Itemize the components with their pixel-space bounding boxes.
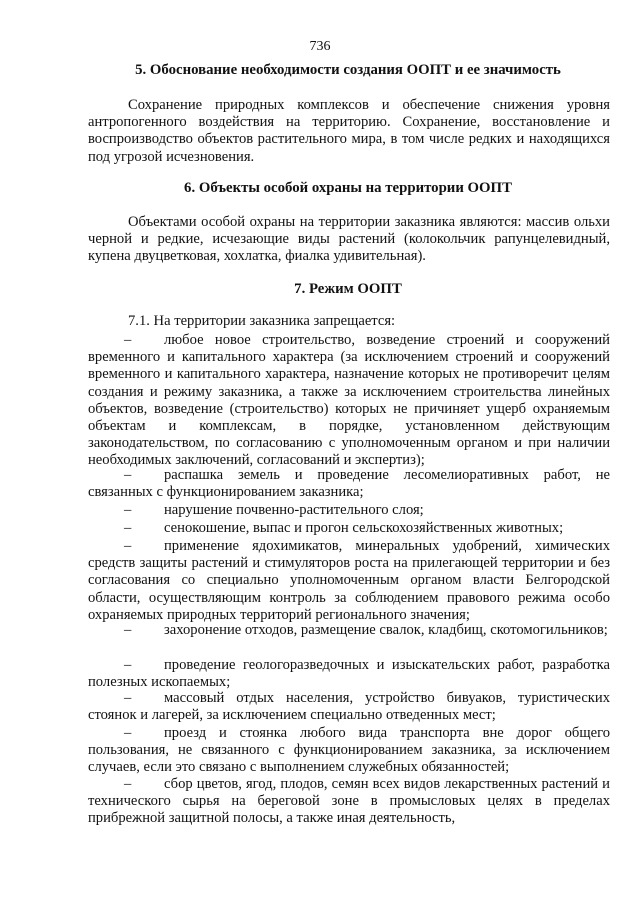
list-dash: – xyxy=(124,622,132,638)
list-item xyxy=(88,467,610,501)
list-dash: – xyxy=(124,520,132,536)
section-7-title: 7. Режим ООПТ xyxy=(294,281,402,297)
list-dash: – xyxy=(124,725,132,741)
list-item-text: захоронение отходов, размещение свалок, кладбищ, скотомогильников; xyxy=(164,622,608,638)
list-item-text: любое новое строительство, возведение строений и сооружений временного и капитального характера (за исключением строений и сооружений временного и капитального характера, назначение которых не противоречит целям создания и режиму заказника, а также за исключением строительства линейных объектов, возведение (строительство) которых не причиняет ущерб охраняемым объектам и комплексам, в порядке, установленном действующим законодательством, по согласованию с уполномоченным органом и при наличии необходимых заключений, согласований и экспертиз); xyxy=(88,332,610,469)
list-item xyxy=(88,725,610,777)
list-dash: – xyxy=(124,332,132,348)
list-dash: – xyxy=(124,776,132,792)
section-7-intro: 7.1. На территории заказника запрещается: xyxy=(128,313,396,329)
list-item-text: применение ядохимикатов, минеральных удобрений, химических средств защиты растений и стимуляторов роста на прилегающей территории и без согласования со специально уполномоченным органом власти Белгородской области, осуществляющим контроль за соблюдением правового режима особо охраняемых природных территорий регионального значения; xyxy=(88,538,610,623)
section-5-title: 5. Обоснование необходимости создания ООПТ и ее значимость xyxy=(135,62,561,78)
list-item xyxy=(88,657,610,691)
list-item xyxy=(88,502,610,519)
list-item-text: сенокошение, выпас и прогон сельскохозяйственных животных; xyxy=(164,520,564,536)
list-item-text: проезд и стоянка любого вида транспорта вне дорог общего пользования, не связанного с функционированием заказника, за исключением случаев, если это связано с выполнением служебных обязанностей; xyxy=(88,725,610,776)
list-item xyxy=(88,690,610,724)
list-item-text: массовый отдых населения, устройство бивуаков, туристических стоянок и лагерей, за исключением специально отведенных мест; xyxy=(88,690,610,724)
section-5-text: Сохранение природных комплексов и обеспечение снижения уровня антропогенного воздействия на территорию. Сохранение, восстановление и воспроизводство объектов растительного мира, в том числе редких и находящихся под угрозой исчезновения. xyxy=(88,97,610,165)
list-dash: – xyxy=(124,657,132,673)
list-item-text: нарушение почвенно-растительного слоя; xyxy=(164,502,424,518)
section-6-title: 6. Объекты особой охраны на территории ООПТ xyxy=(184,180,512,196)
list-dash: – xyxy=(124,467,132,483)
list-item xyxy=(88,538,610,624)
section-6-text: Объектами особой охраны на территории заказника являются: массив ольхи черной и редкие, исчезающие виды растений (колокольчик рапунцелевидный, купена двуцветковая, хохлатка, фиалка удивительная). xyxy=(88,214,610,265)
list-dash: – xyxy=(124,502,132,518)
list-dash: – xyxy=(124,538,132,554)
page-number: 736 xyxy=(309,39,331,54)
list-item xyxy=(88,776,610,828)
list-dash: – xyxy=(124,690,132,706)
list-item xyxy=(88,332,610,470)
list-item-text: распашка земель и проведение лесомелиоративных работ, не связанных с функционированием заказника; xyxy=(88,467,610,501)
list-item xyxy=(88,622,610,639)
list-item-text: проведение геологоразведочных и изыскательских работ, разработка полезных ископаемых; xyxy=(88,657,610,691)
list-item-text: сбор цветов, ягод, плодов, семян всех видов лекарственных растений и технического сырья на береговой зоне в промысловых целях в пределах прибрежной защитной полосы, а также иная деятельность, xyxy=(88,776,610,827)
list-item xyxy=(88,520,610,537)
